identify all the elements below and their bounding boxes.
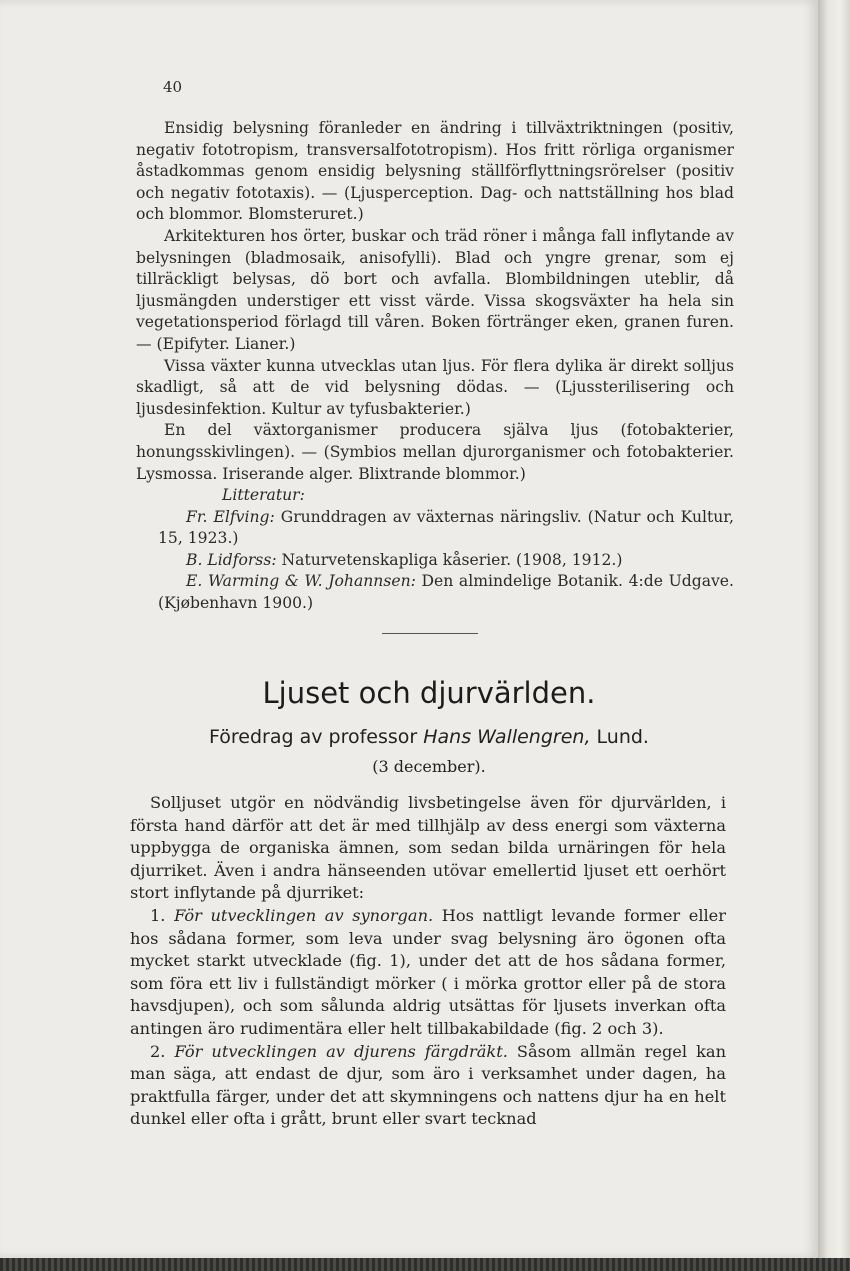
numbered-point	[130, 1041, 726, 1131]
book-spine	[816, 0, 850, 1271]
paragraph: Vissa växter kunna utvecklas utan ljus. För flera dylika är direkt solljus skadligt, så att de vid belysning dödas. — (Ljussterilisering och ljusdesinfektion. Kultur av tyfusbakterier.)	[136, 356, 734, 418]
section-divider	[382, 633, 478, 634]
article-body	[130, 792, 726, 1131]
reference-text: Naturvetenskapliga kåserier. (1908, 1912.)	[276, 550, 623, 569]
paragraph: En del växtorganismer producera själva ljus (fotobakterier, honungsskivlingen). — (Symbios mellan djurorganismer och fotobakterier. Lysmossa. Iriserande alger. Blixtrande blommor.)	[136, 421, 734, 483]
point-text: Hos nattligt levande former eller hos sådana former, som leva under svag belysning äro ögonen ofta mycket starkt utvecklade (fig. 1), under det att de hos sådana former, som föra ett liv i fullständigt mörker ( i mörka grottor eller på de stora havsdjupen), och som sålunda aldrig utsättas för ljusets inverkan ofta antingen äro rudimentära eller helt tillbakabildade (fig. 2 och 3).	[130, 905, 727, 1038]
article-subtitle	[0, 726, 850, 748]
reference-text: Den almindelige Botanik. 4:de Udgave. (Kjøbenhavn 1900.)	[158, 572, 734, 613]
point-text: Såsom allmän regel kan man säga, att endast de djur, som äro i verksamhet under dagen, ha praktfulla färger, under det att skymningens och nattens djur ha en helt dunkel eller ofta i grått, brunt eller svart tecknad	[130, 1041, 727, 1129]
reference-author: Fr. Elfving:	[186, 507, 275, 526]
point-heading: För utvecklingen av djurens färgdräkt.	[174, 1041, 508, 1061]
paragraph: Arkitekturen hos örter, buskar och träd röner i många fall inflytande av belysningen (bladmosaik, anisofylli). Blad och yngre grenar, som ej tillräckligt belysas, dö bort och avfalla. Blombildningen uteblir, då ljusmängden understiger ett visst värde. Vissa skogsväxter ha hela sin vegetationsperiod förlagd till våren. Boken förtränger eken, granen furen. — (Epifyter. Lianer.)	[136, 226, 734, 353]
literature-heading: Litteratur:	[222, 486, 305, 505]
scan-background	[0, 1258, 850, 1271]
intro-paragraph: Solljuset utgör en nödvändig livsbetingelse även för djurvärlden, i första hand därför att det är med tillhjälp av dess energi som växterna uppbygga de organiska ämnen, som sedan bilda urnäringen för hela djurriket. Även i andra hänseenden utövar emellertid ljuset ett oerhört stort inflytande på djurriket:	[130, 793, 726, 903]
subtitle-suffix: Lund.	[590, 726, 649, 748]
reference-item	[136, 571, 734, 614]
reference-item	[136, 507, 734, 550]
reference-author: E. Warming & W. Johannsen:	[186, 572, 416, 591]
subtitle-prefix: Föredrag av professor	[209, 726, 424, 748]
reference-item	[136, 550, 734, 572]
reference-text: Grunddragen av växternas näringsliv. (Natur och Kultur, 15, 1923.)	[158, 507, 734, 548]
botany-section	[136, 118, 734, 615]
article-date: (3 december).	[372, 757, 486, 776]
point-number: 2.	[150, 1041, 175, 1061]
author-name: Hans Wallengren,	[423, 726, 591, 748]
article-title: Ljuset och djurvärlden.	[262, 676, 596, 710]
page-number: 40	[163, 78, 183, 96]
reference-author: B. Lidforss:	[186, 550, 277, 569]
numbered-point	[130, 905, 726, 1041]
point-heading: För utvecklingen av synorgan.	[174, 905, 434, 925]
point-number: 1.	[150, 905, 175, 925]
paragraph: Ensidig belysning föranleder en ändring i tillväxtriktningen (positiv, negativ fototropism, transversalfototropism). Hos fritt rörliga organismer åstadkommas genom ensidig belysning ställförflyttningsrörelser (positiv och negativ fototaxis). — (Ljusperception. Dag- och nattställning hos blad och blommor. Blomsteruret.)	[136, 119, 734, 224]
